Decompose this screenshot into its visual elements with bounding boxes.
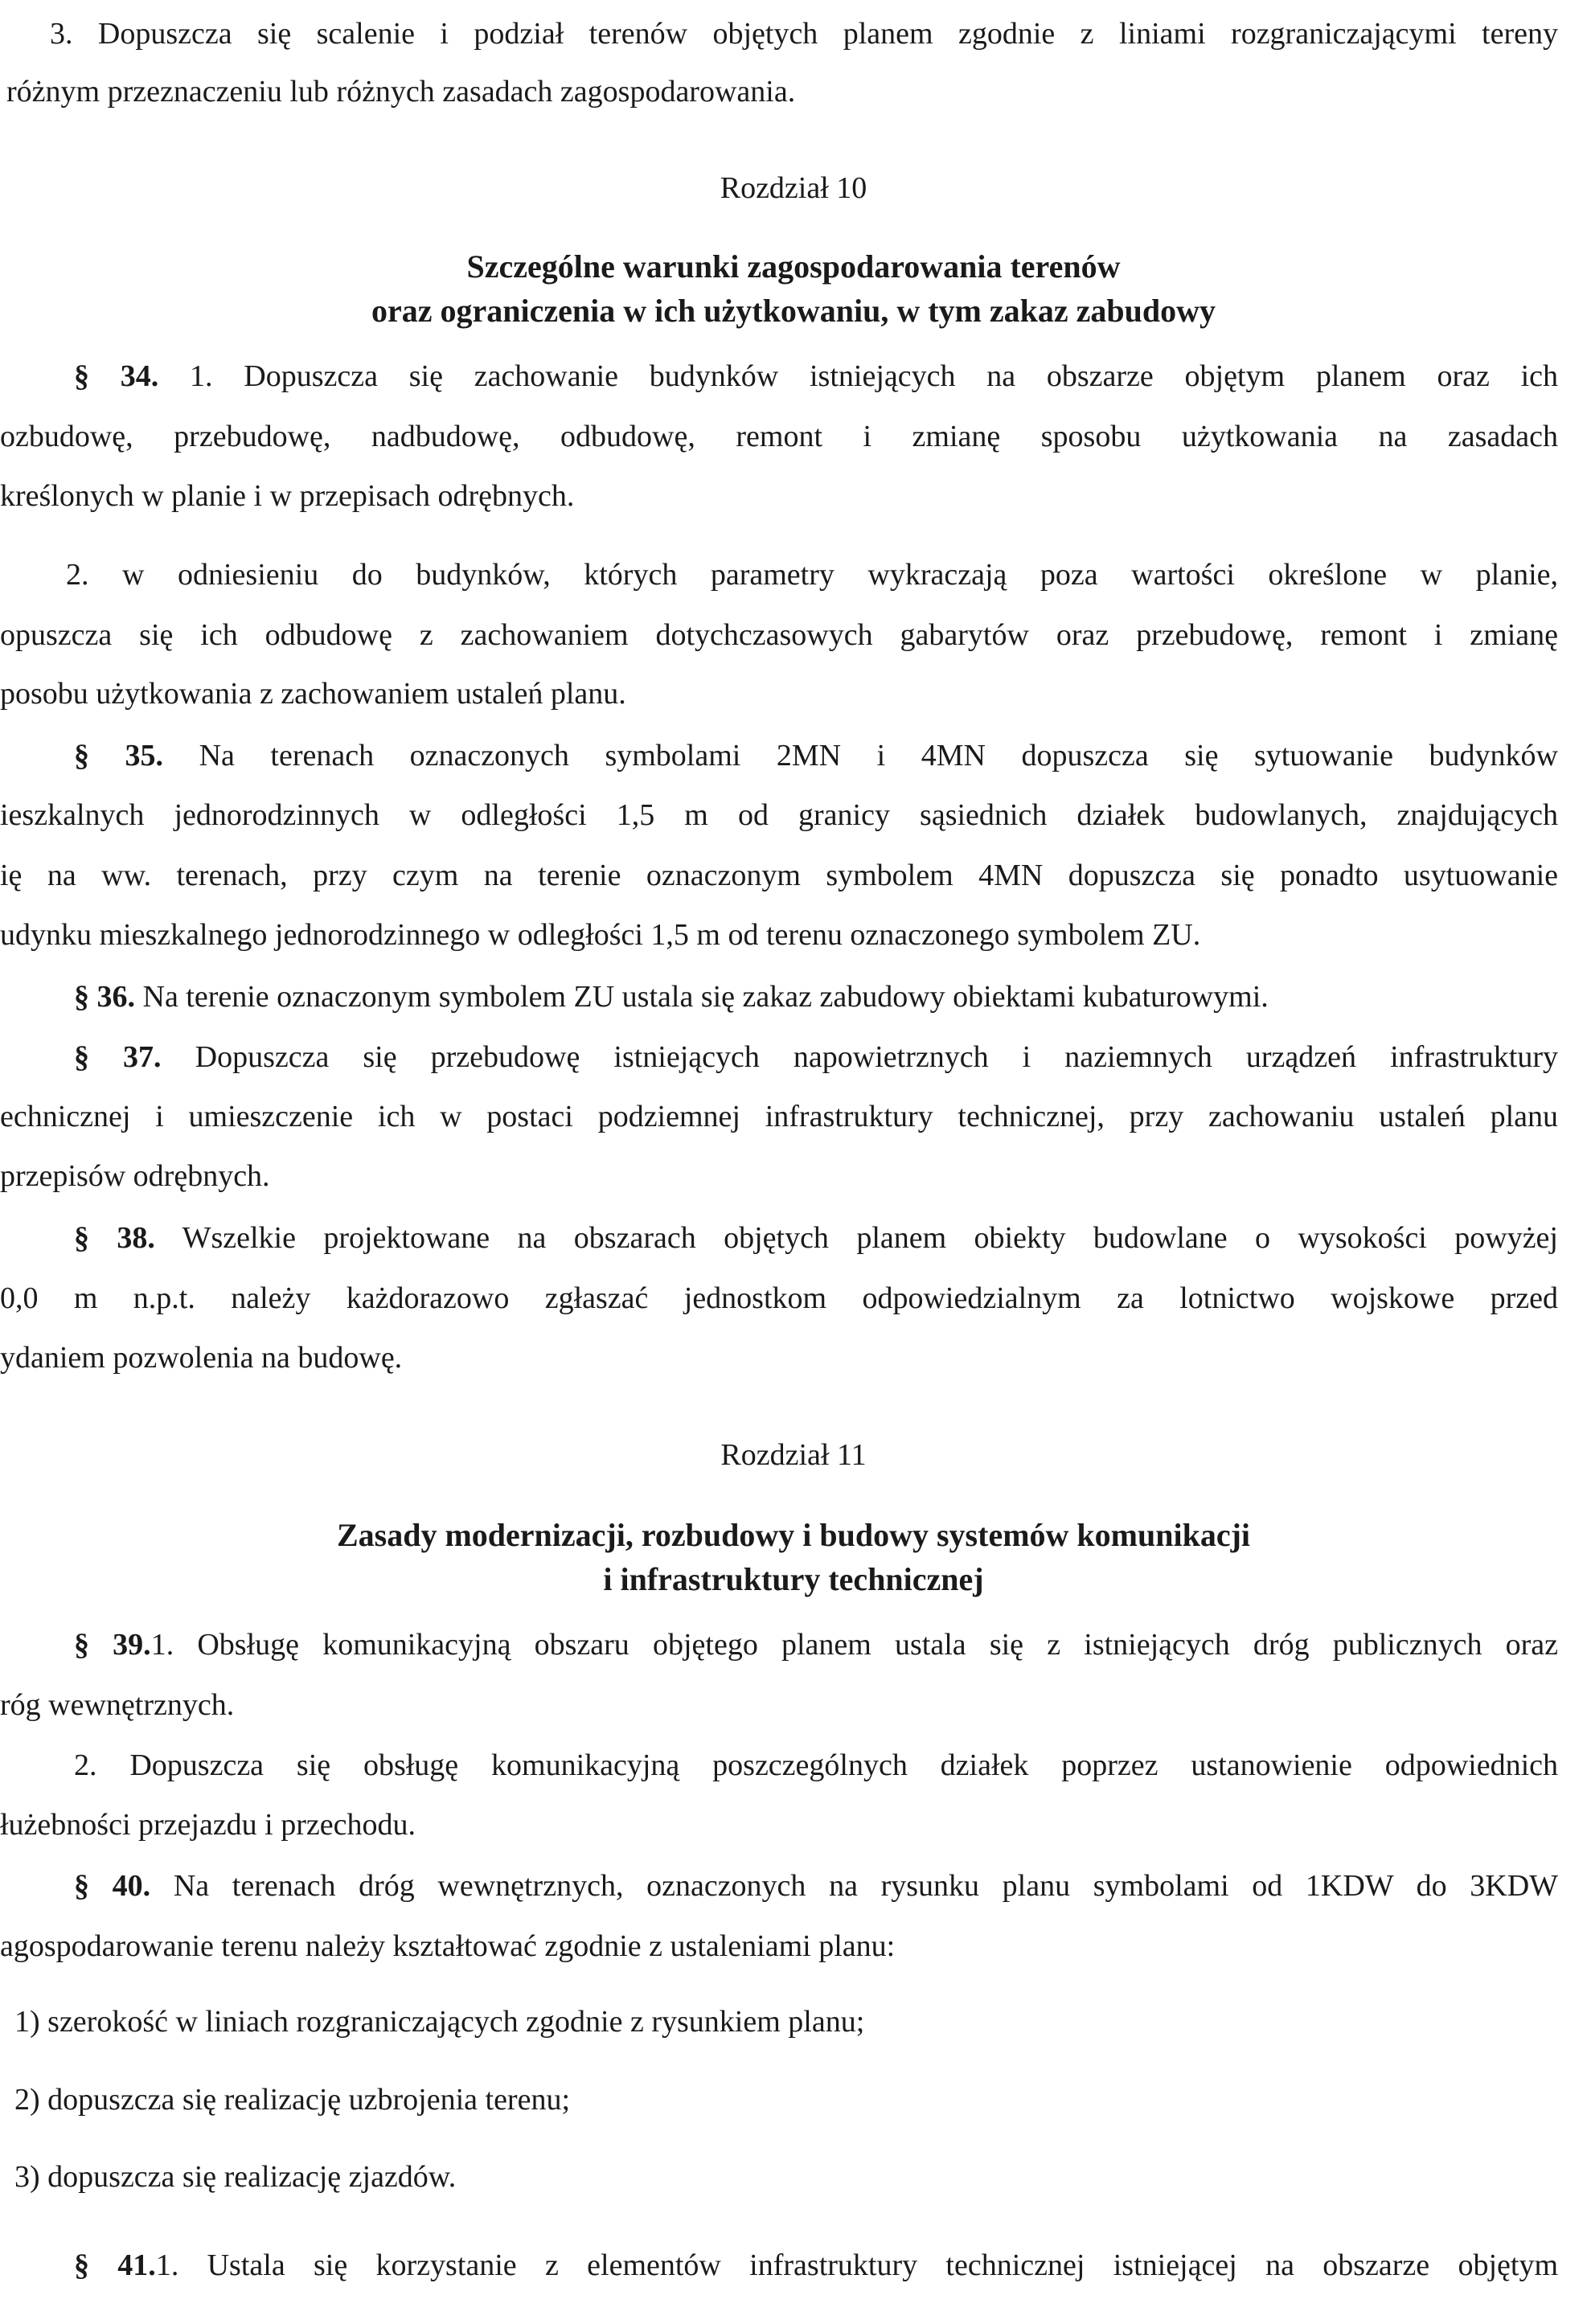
paragraph-line <box>0 2241 1587 2289</box>
paragraph-text: Na terenie oznaczonym symbolem ZU ustala się zakaz zabudowy obiektami kubaturowymi. <box>142 980 1269 1014</box>
list-item: 1) szerokość w liniach rozgraniczających zgodnie z rysunkiem planu; <box>14 2005 865 2039</box>
paragraph-number: § 35. <box>74 739 164 773</box>
paragraph-number: § 34. <box>74 359 159 393</box>
paragraph-line <box>0 973 1587 1021</box>
chapter-heading: oraz ograniczenia w ich użytkowaniu, w tym zakaz zabudowy <box>371 293 1216 329</box>
paragraph-number: § 39. <box>74 1628 151 1662</box>
paragraph-number: § 36. <box>74 980 135 1014</box>
paragraph-line <box>0 1862 1587 1910</box>
paragraph-line <box>0 1214 1587 1262</box>
paragraph-line: łużebności przejazdu i przechodu. <box>0 1808 416 1842</box>
paragraph-line: róg wewnętrznych. <box>0 1688 235 1722</box>
paragraph-line: 0,0 m n.p.t. należy każdorazowo zgłaszać jednostkom odpowiedzialnym za lotnictwo wojskowe przed <box>0 1281 1558 1315</box>
paragraph-line: echnicznej i umieszczenie ich w postaci podziemnej infrastruktury technicznej, przy zachowaniu ustaleń planu <box>0 1100 1558 1133</box>
paragraph-line: opuszcza się ich odbudowę z zachowaniem dotychczasowych gabarytów oraz przebudowę, remont i zmianę <box>0 618 1558 652</box>
paragraph-line <box>0 1621 1587 1669</box>
paragraph-line: udynku mieszkalnego jednorodzinnego w odległości 1,5 m od terenu oznaczonego symbolem ZU. <box>0 918 1201 952</box>
chapter-heading: Zasady modernizacji, rozbudowy i budowy systemów komunikacji <box>336 1517 1251 1553</box>
paragraph-number: § 38. <box>74 1221 155 1255</box>
paragraph-number: § 40. <box>74 1869 151 1903</box>
paragraph-line: 2. Dopuszcza się obsługę komunikacyjną poszczególnych działek poprzez ustanowienie odpowiednich <box>74 1748 1558 1782</box>
chapter-heading: i infrastruktury technicznej <box>603 1561 984 1597</box>
paragraph-text: Dopuszcza się przebudowę istniejących napowietrznych i naziemnych urządzeń infrastruktury <box>195 1040 1559 1074</box>
paragraph-line <box>0 732 1587 780</box>
paragraph-text: 1. Dopuszcza się zachowanie budynków istniejących na obszarze objętym planem oraz ich <box>190 359 1559 393</box>
paragraph-number: § 37. <box>74 1040 162 1074</box>
paragraph-line: agospodarowanie terenu należy kształtować zgodnie z ustaleniami planu: <box>0 1929 896 1963</box>
paragraph-text: 1. Ustala się korzystanie z elementów infrastruktury technicznej istniejącej na obszarze objętym <box>155 2248 1559 2282</box>
paragraph-line: kreślonych w planie i w przepisach odrębnych. <box>0 479 575 513</box>
paragraph-text: Na terenach oznaczonych symbolami 2MN i 4MN dopuszcza się sytuowanie budynków <box>199 739 1559 773</box>
chapter-heading: Szczególne warunki zagospodarowania terenów <box>466 248 1121 285</box>
list-item: 2) dopuszcza się realizację uzbrojenia terenu; <box>14 2083 571 2117</box>
paragraph-number: § 41. <box>74 2248 156 2282</box>
paragraph-text: Na terenach dróg wewnętrznych, oznaczonych na rysunku planu symbolami od 1KDW do 3KDW <box>173 1869 1559 1903</box>
chapter-title: Rozdział 11 <box>720 1438 867 1472</box>
paragraph-line <box>0 1033 1587 1081</box>
list-item: 3) dopuszcza się realizację zjazdów. <box>14 2160 457 2194</box>
paragraph-line: 3. Dopuszcza się scalenie i podział terenów objętych planem zgodnie z liniami rozgraniczającymi tereny <box>50 17 1558 51</box>
paragraph-text: 1. Obsługę komunikacyjną obszaru objętego planem ustala się z istniejących dróg publicznych oraz <box>150 1628 1559 1662</box>
paragraph-line: ydaniem pozwolenia na budowę. <box>0 1341 403 1375</box>
paragraph-line: ieszkalnych jednorodzinnych w odległości 1,5 m od granicy sąsiednich działek budowlanych, znajdujących <box>0 798 1558 832</box>
paragraph-line: różnym przeznaczeniu lub różnych zasadach zagospodarowania. <box>6 75 796 109</box>
paragraph-line: przepisów odrębnych. <box>0 1159 270 1193</box>
paragraph-text: Wszelkie projektowane na obszarach objętych planem obiekty budowlane o wysokości powyżej <box>182 1221 1558 1255</box>
paragraph-line: 2. w odniesieniu do budynków, których parametry wykraczają poza wartości określone w planie, <box>66 558 1558 592</box>
chapter-title: Rozdział 10 <box>720 171 867 205</box>
paragraph-line <box>0 352 1587 400</box>
paragraph-line: ozbudowę, przebudowę, nadbudowę, odbudowę, remont i zmianę sposobu użytkowania na zasadach <box>0 420 1558 453</box>
paragraph-line: posobu użytkowania z zachowaniem ustaleń planu. <box>0 677 626 711</box>
paragraph-line: ię na ww. terenach, przy czym na terenie oznaczonym symbolem 4MN dopuszcza się ponadto usytuowanie <box>0 859 1558 892</box>
